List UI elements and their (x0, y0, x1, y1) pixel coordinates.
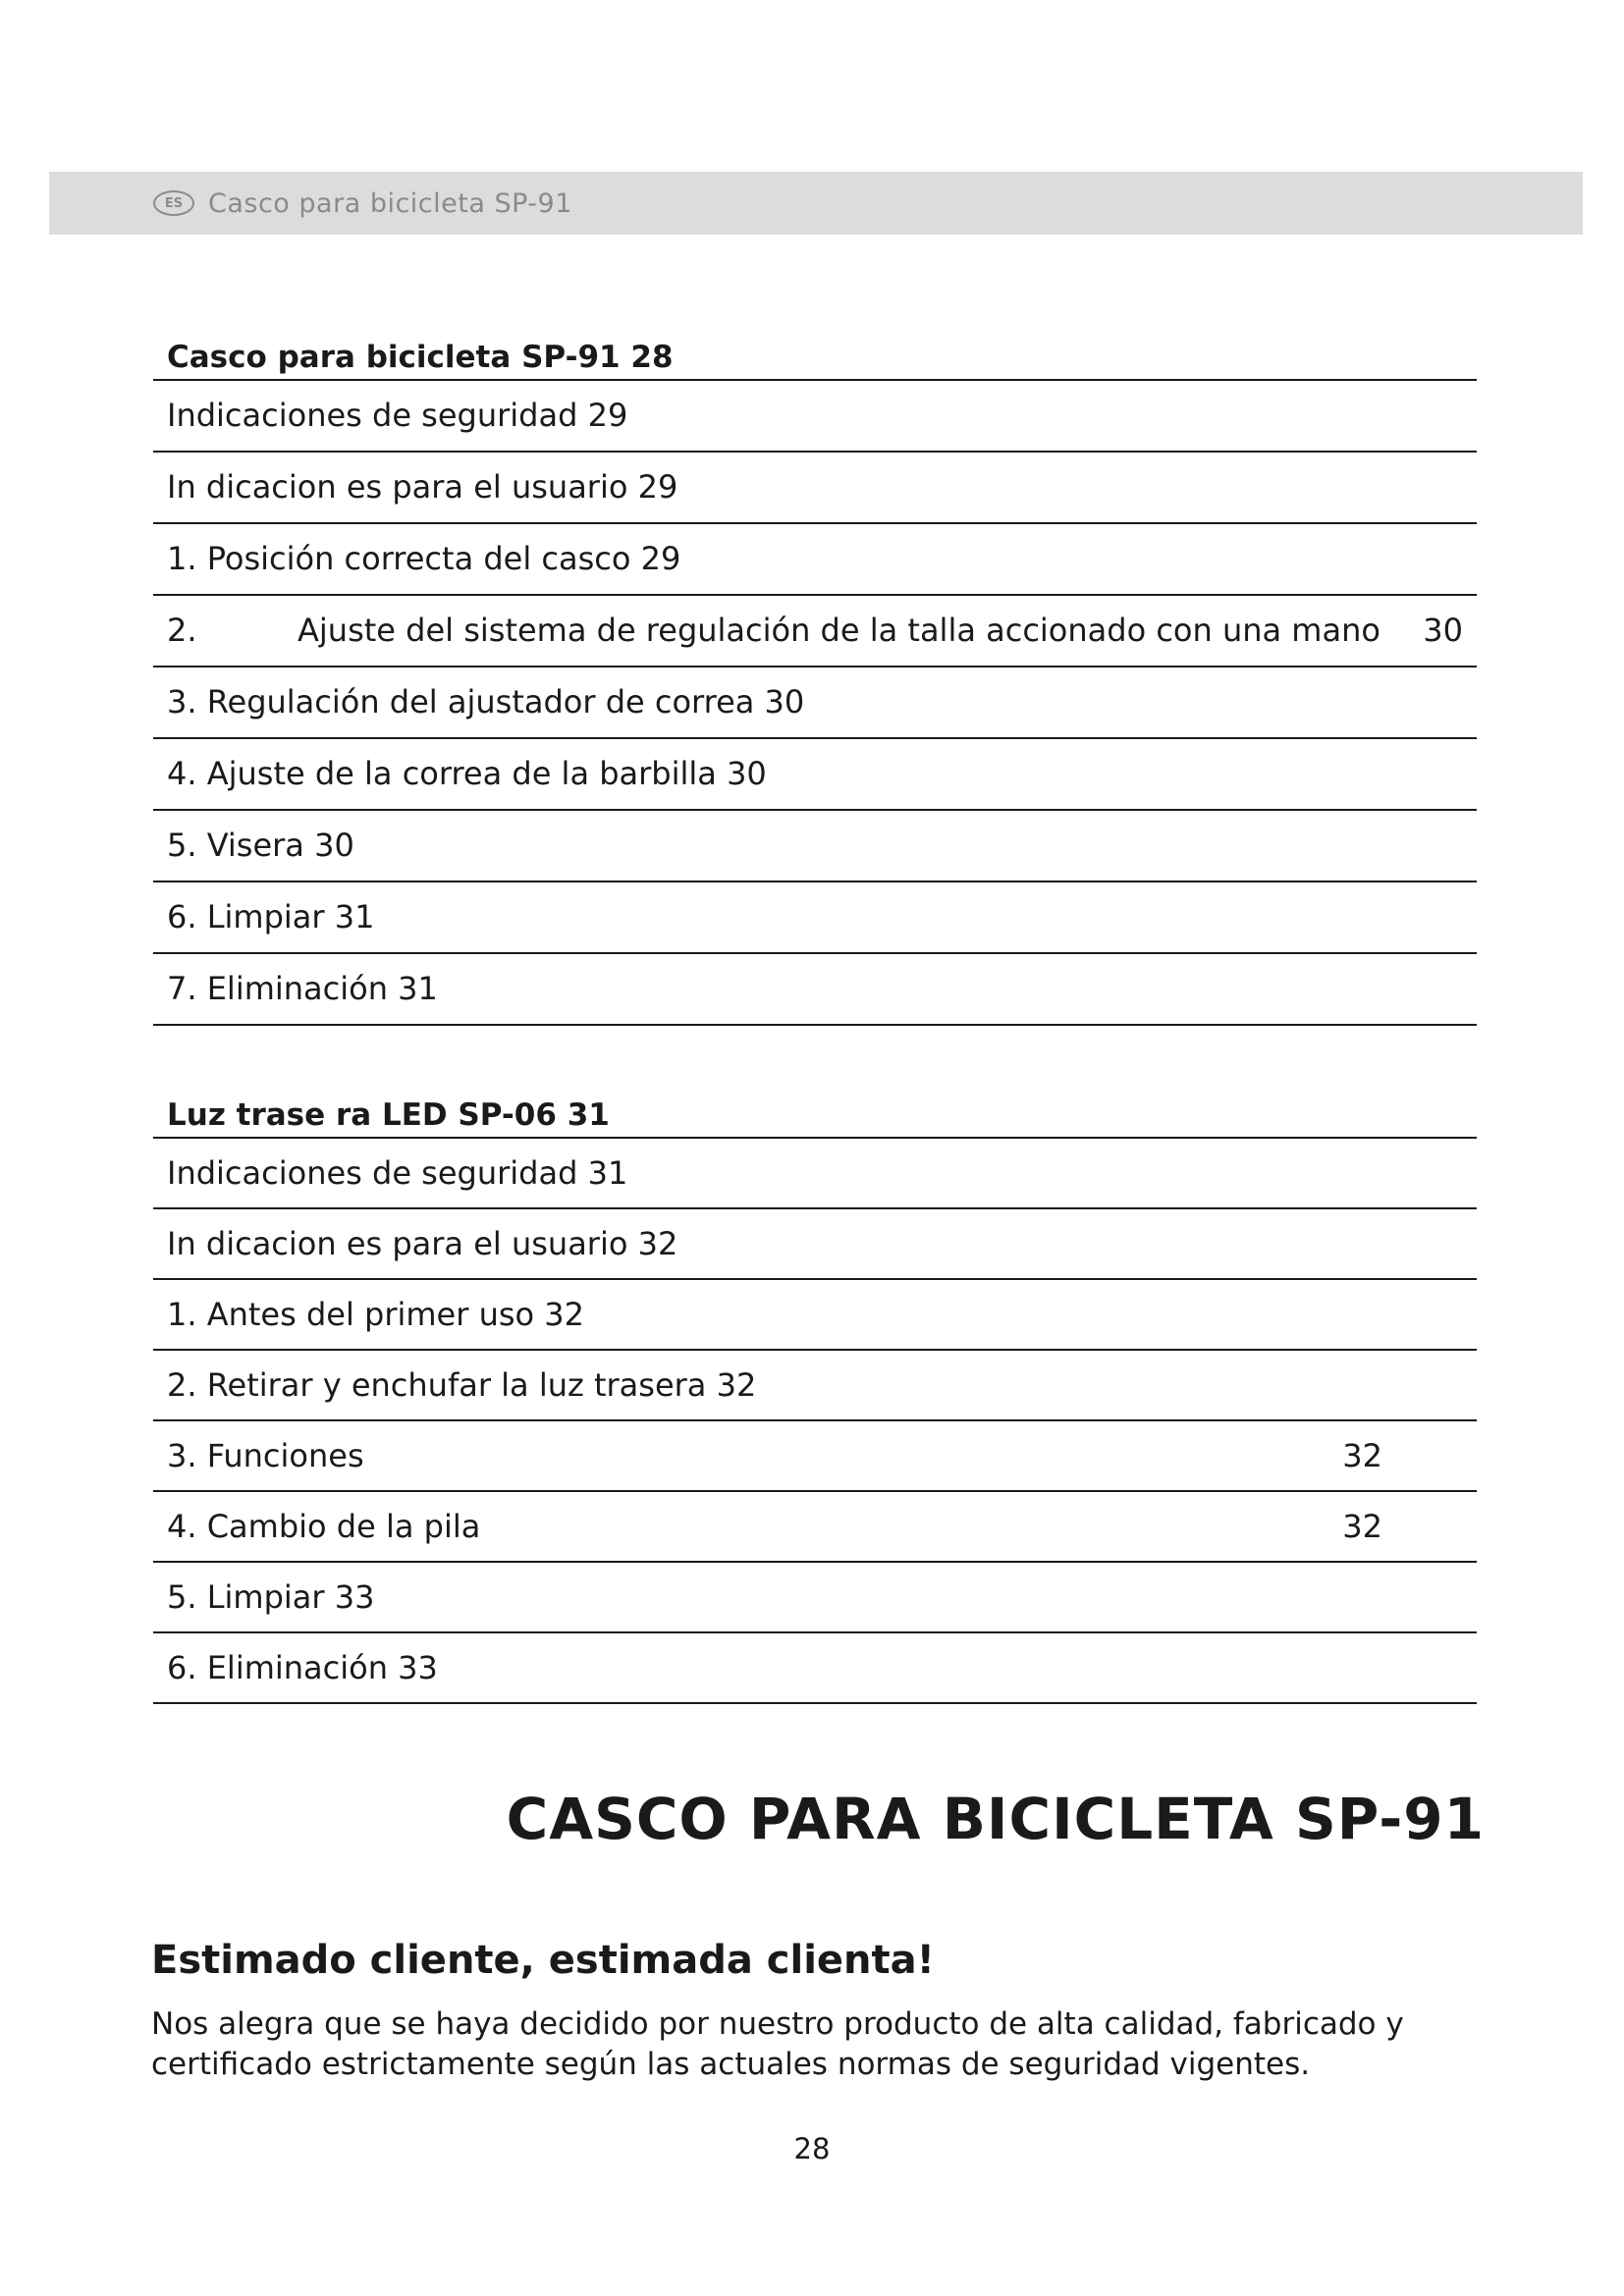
header-title: Casco para bicicleta SP-91 (208, 187, 572, 219)
toc-item: 6. Eliminación 33 (153, 1633, 1477, 1704)
toc-item-text: 3. Funciones (167, 1437, 364, 1474)
page-number: 28 (793, 2132, 831, 2165)
toc-item: In dicacion es para el usuario 29 (153, 453, 1477, 524)
toc-heading: Luz trase ra LED SP-06 31 (153, 1092, 1477, 1139)
toc-item: In dicacion es para el usuario 32 (153, 1209, 1477, 1280)
toc-item: 3. Regulación del ajustador de correa 30 (153, 667, 1477, 739)
toc-item: 7. Eliminación 31 (153, 954, 1477, 1026)
toc-item: 5. Limpiar 33 (153, 1563, 1477, 1633)
toc-item: 4. Ajuste de la correa de la barbilla 30 (153, 739, 1477, 811)
section-title: CASCO PARA BICICLETA SP-91 (506, 1786, 1485, 1852)
toc-item: 1. Posición correcta del casco 29 (153, 524, 1477, 596)
toc-item (153, 1421, 1477, 1492)
toc-item: 1. Antes del primer uso 32 (153, 1280, 1477, 1351)
toc-item: Indicaciones de seguridad 31 (153, 1139, 1477, 1209)
toc-item (153, 596, 1477, 667)
running-header (49, 172, 1583, 235)
toc-item: 5. Visera 30 (153, 811, 1477, 882)
toc-section-led-light (153, 1092, 1477, 1704)
toc-item-page: 30 (1423, 612, 1463, 649)
language-badge: ES (153, 190, 194, 216)
toc-item-page: 32 (1342, 1508, 1382, 1545)
greeting-heading: Estimado cliente, estimada clienta! (151, 1938, 935, 1983)
intro-paragraph: Nos alegra que se haya decidido por nuestro producto de alta calidad, fabricado y certificado estrictamente según las actuales normas de seguridad vigentes. (151, 2006, 1404, 2082)
toc-item-page: 32 (1342, 1437, 1382, 1474)
toc-section-helmet (153, 334, 1477, 1026)
toc-item: 2. Retirar y enchufar la luz trasera 32 (153, 1351, 1477, 1421)
toc-item-text: Ajuste del sistema de regulación de la talla accionado con una mano (298, 612, 1380, 649)
toc-item-number: 2. (167, 612, 197, 649)
toc-item (153, 1492, 1477, 1563)
toc-item-text: 4. Cambio de la pila (167, 1508, 481, 1545)
toc-heading: Casco para bicicleta SP-91 28 (153, 334, 1477, 381)
toc-item: 6. Limpiar 31 (153, 882, 1477, 954)
toc-item: Indicaciones de seguridad 29 (153, 381, 1477, 453)
